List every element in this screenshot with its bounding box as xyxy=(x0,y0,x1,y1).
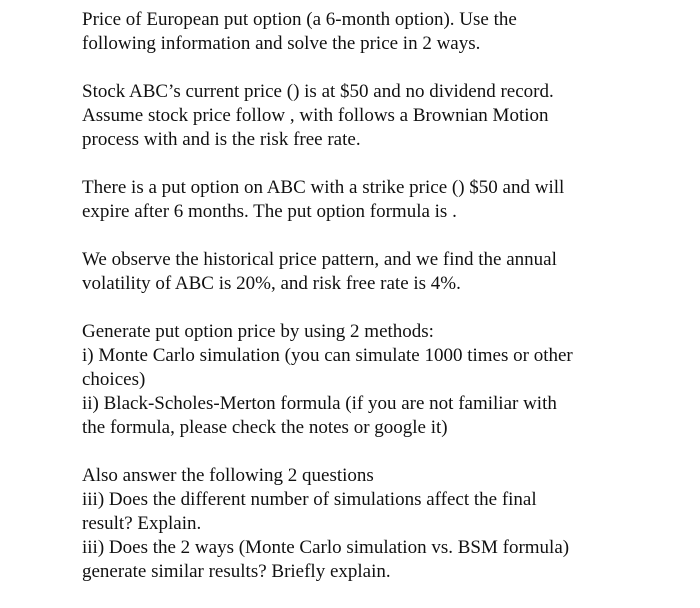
text-line: Stock ABC’s current price () is at $50 and no dividend record. xyxy=(82,81,554,102)
text-line: Price of European put option (a 6-month option). Use the xyxy=(82,9,517,30)
text-line: iii) Does the 2 ways (Monte Carlo simulation vs. BSM formula) xyxy=(82,537,570,558)
paragraph-volatility xyxy=(82,248,682,296)
text-line: choices) xyxy=(82,369,146,390)
text-line: volatility of ABC is 20%, and risk free rate is 4%. xyxy=(82,273,461,294)
text-line: iii) Does the different number of simulations affect the final xyxy=(82,489,537,510)
paragraph-questions xyxy=(82,464,682,584)
text-line: i) Monte Carlo simulation (you can simulate 1000 times or other xyxy=(82,345,573,366)
text-line: process with and is the risk free rate. xyxy=(82,129,361,150)
text-line: There is a put option on ABC with a strike price () $50 and will xyxy=(82,177,565,198)
paragraph-stock-info xyxy=(82,80,682,152)
text-line: generate similar results? Briefly explain. xyxy=(82,561,391,582)
text-line: Also answer the following 2 questions xyxy=(82,465,374,486)
paragraph-methods xyxy=(82,320,682,440)
text-line: following information and solve the price in 2 ways. xyxy=(82,33,481,54)
text-line: Assume stock price follow , with follows a Brownian Motion xyxy=(82,105,549,126)
text-line: ii) Black-Scholes-Merton formula (if you are not familiar with xyxy=(82,393,557,414)
document-body xyxy=(82,8,682,584)
text-line: We observe the historical price pattern, and we find the annual xyxy=(82,249,557,270)
text-line: the formula, please check the notes or google it) xyxy=(82,417,448,438)
text-line: result? Explain. xyxy=(82,513,202,534)
text-line: expire after 6 months. The put option formula is . xyxy=(82,201,457,222)
paragraph-put-option xyxy=(82,176,682,224)
text-line: Generate put option price by using 2 methods: xyxy=(82,321,434,342)
paragraph-intro xyxy=(82,8,682,56)
